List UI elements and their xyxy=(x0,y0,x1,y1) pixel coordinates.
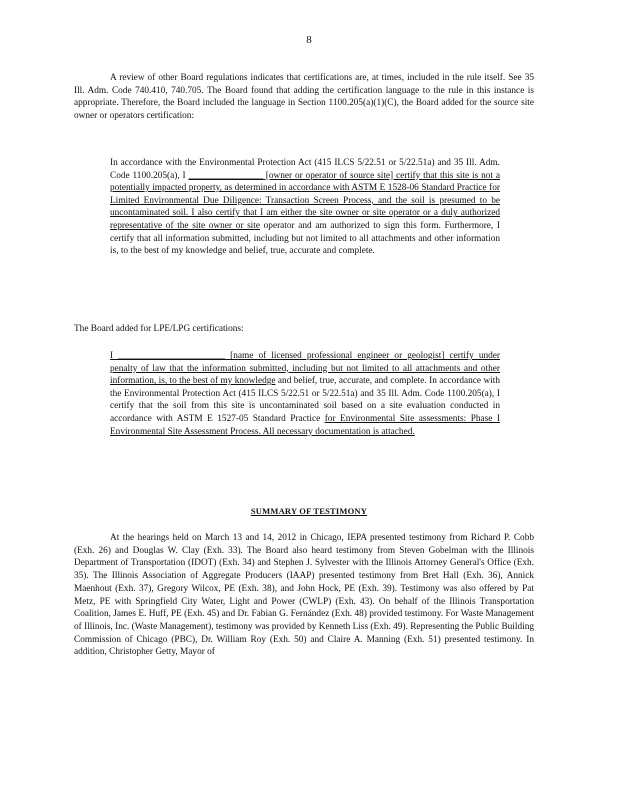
intro-paragraph: A review of other Board regulations indicates that certifications are, at times, included in the rule itself. See 35 Ill. Adm. Code 740.410, 740.705. The Board found that adding the certification language to the rule in this instance is appropriate. Therefore, the Board included the language in Section 1100.205(a)(1)(C), the Board added for the source site owner or operators certification: xyxy=(74,73,534,122)
quote-underlined-text: for Environmental Site assessments: Phase I Environmental Site Assessment Process. All necessary documentation is attached. xyxy=(110,413,500,437)
quote-underlined-text: I _______________________ [name of licensed professional engineer or geologist] certify under penalty of law that the information submitted, including but not limited to all attachments and other information, is, to the best of my knowledge xyxy=(110,351,500,387)
lpe-lpg-certification-quote xyxy=(110,350,500,438)
page-number: 8 xyxy=(306,34,312,46)
quote-text: and belief, true, accurate, and complete. In accordance with the Environmental Protection Act (415 ILCS 5/22.51 or 5/22.51a) and 35 Ill. Adm. Code 1100.205(a), I certify that the soil from this site is uncontaminated soil based on a site evaluation conducted in accordance with ASTM E 1527-05 Standard Practice xyxy=(110,376,500,424)
testimony-paragraph: At the hearings held on March 13 and 14, 2012 in Chicago, IEPA presented testimony from Richard P. Cobb (Exh. 26) and Douglas W. Clay (Exh. 33). The Board also heard testimony from Steven Gobelman with the Illinois Department of Transportation (IDOT) (Exh. 34) and Stephen J. Sylvester with the Illinois Attorney General's Office (Exh. 35). The Illinois Association of Aggregate Producers (IAAP) presented testimony from Bret Hall (Exh. 36), Annick Maenhout (Exh. 37), Gregory Wilcox, PE (Exh. 38), and John Hock, PE (Exh. 39). Testimony was also offered by Pat Metz, PE with Springfield City Water, Light and Power (CWLP) (Exh. 43). On behalf of the Illinois Transportation Coalition, James E. Huff, PE (Exh. 45) and Dr. Fabian G. Fernández (Exh. 48) provided testimony. For Waste Management of Illinois, Inc. (Waste Management), testimony was provided by Kenneth Liss (Exh. 49). Representing the Public Building Commission of Chicago (PBC), Dr. William Roy (Exh. 50) and Claire A. Manning (Exh. 51) presented testimony. In addition, Christopher Getty, Mayor of xyxy=(74,533,534,658)
quote-text: operator and am authorized to sign this form. Furthermore, I certify that all information submitted, including but not limited to all attachments and other information is, to the best of my knowledge and belief, true, accurate and complete. xyxy=(110,220,500,257)
section-heading: SUMMARY OF TESTIMONY xyxy=(250,506,368,516)
lpe-lpg-intro: The Board added for LPE/LPG certifications: xyxy=(74,324,244,334)
quote-text: In accordance with the Environmental Protection Act (415 ILCS 5/22.51 or 5/22.51a) and 35 Ill. Adm. Code 1100.205(a), I xyxy=(110,158,500,181)
owner-certification-quote xyxy=(110,157,500,258)
quote-underlined-text: ________________ [owner or operator of source site] certify that this site is not a potentially impacted property, as determined in accordance with ASTM E 1528-06 Standard Practice for Limited Environmental Due Diligence: Transaction Screen Process, and the soil is presumed to be uncontaminated soil. I also certify that I am either the site owner or site operator or a duly authorized representative of the site owner or site xyxy=(110,170,500,231)
